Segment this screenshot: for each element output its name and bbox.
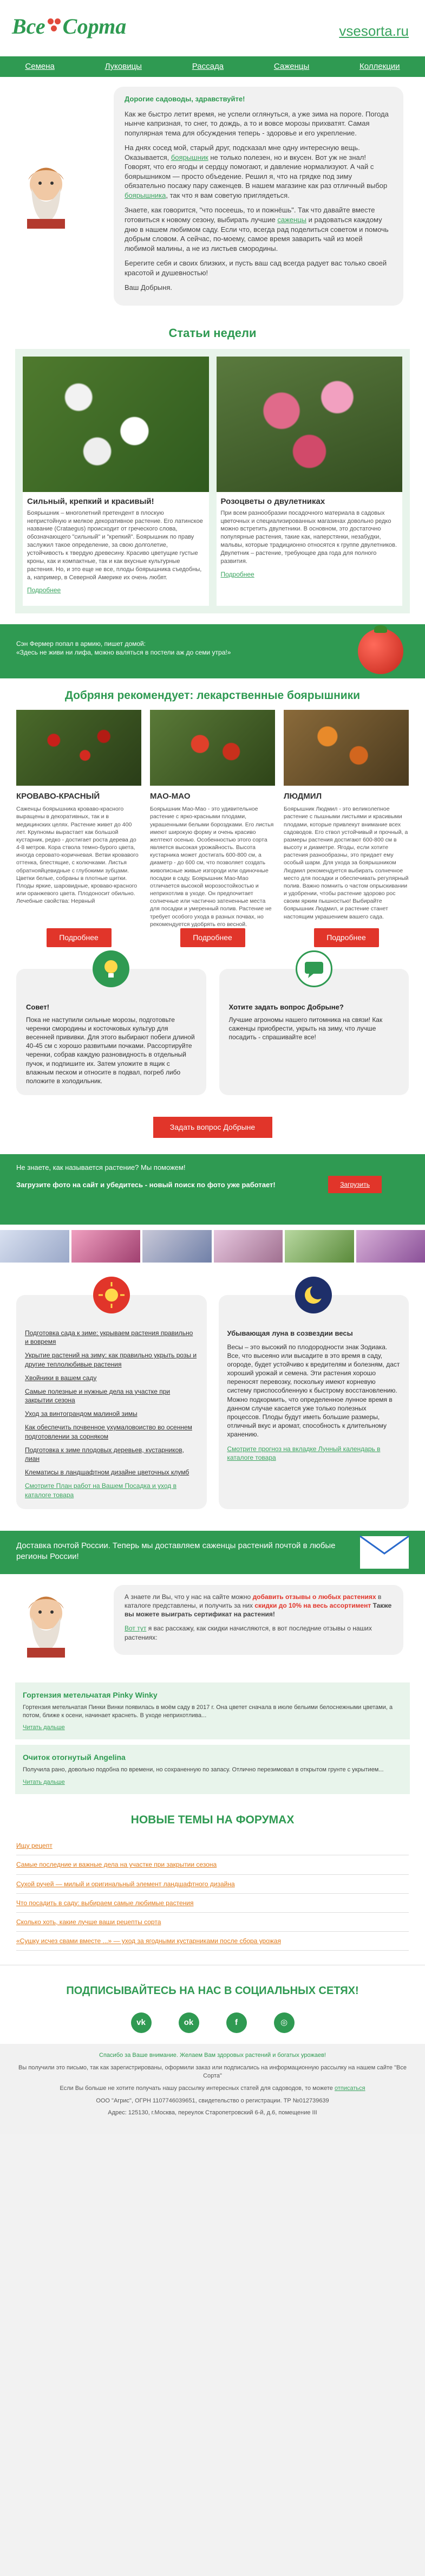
works-link[interactable]: Хвойники в вашем саду	[25, 1374, 97, 1382]
week-articles	[15, 349, 410, 613]
advice-section	[0, 947, 425, 1106]
review-card	[15, 1745, 410, 1794]
dobrynya-avatar	[16, 1587, 76, 1658]
article-title: Розоцветы о двулетниках	[220, 496, 325, 506]
product-name: КРОВАВО-КРАСНЫЙ	[16, 791, 100, 801]
unsubscribe-link[interactable]: отписаться	[334, 2085, 365, 2092]
upload-button[interactable]: Загрузить	[328, 1176, 382, 1193]
saplings-link[interactable]: саженцы	[277, 216, 306, 224]
dobrynya-avatar	[16, 158, 76, 229]
footer-thanks: Спасибо за Ваше внимание. Желаем Вам здоровых растений и богатых урожаев!	[99, 2052, 326, 2059]
intro-paragraph-4: Берегите себя и своих близких, и пусть ваш сад всегда радует вас только своей красотой и душевностью!	[125, 259, 387, 277]
product-card	[150, 710, 275, 947]
works-link[interactable]: Подготовка сада к зиме: укрываем растения правильно и вовремя	[25, 1329, 193, 1346]
facebook-icon[interactable]: f	[226, 2012, 247, 2033]
ok-icon[interactable]: ok	[179, 2012, 199, 2033]
forum-title: НОВЫЕ ТЕМЫ НА ФОРУМАХ	[130, 1813, 295, 1826]
delivery-text: Доставка почтой России. Теперь мы доставляем саженцы растений почтой в любые регионы России!	[16, 1541, 336, 1562]
moon-title: Убывающая луна в созвездии весы	[227, 1329, 353, 1337]
ask-question-button[interactable]: Задать вопрос Добрыне	[153, 1117, 272, 1138]
search-cta: Загрузите фото на сайт и убедитесь - новый поиск по фото уже работает!	[16, 1180, 276, 1189]
joke-line-1: Сэн Фермер попал в армию, пишет домой:	[16, 639, 146, 648]
article-more-link[interactable]: Подробнее	[220, 570, 254, 578]
vk-icon[interactable]: vk	[131, 2012, 152, 2033]
forum-topic-link[interactable]: Что посадить в саду: выбираем самые любимые растения	[16, 1899, 194, 1907]
article-more-link[interactable]: Подробнее	[27, 586, 61, 594]
tip-box	[16, 969, 206, 1095]
article-image[interactable]	[217, 357, 403, 492]
intro-letter	[114, 87, 403, 306]
envelope-icon	[360, 1536, 409, 1569]
tip-text: Пока не наступили сильные морозы, подготовьте черенки смородины и косточковых культур для весенней прививки. Для этого выбирают побеги длиной 40-45 см с хорошо развитыми почками. Рассортируйте черенки, собрав каждую разновидность в отдельный пучок, и подпишите их. Затем уложите в ящик с влажным песком и относите в подвал, погреб либо положите в холодильник.	[26, 1015, 195, 1085]
thumbnail[interactable]	[71, 1230, 141, 1263]
product-name: ЛЮДМИЛ	[284, 791, 322, 801]
recommend-title: Добряня рекомендует: лекарственные боярышники	[64, 689, 361, 702]
nav-seedlings[interactable]: Рассада	[192, 61, 224, 71]
nav-bulbs[interactable]: Луковицы	[104, 61, 142, 71]
forum-list	[0, 1836, 425, 1951]
reviews-list	[0, 1682, 425, 1794]
review-text: Гортензия метельчатая Пинки Винки появилась в моём саду в 2017 г. Она цветет сначала в июле бельими белоснежными цветами, а потом, ближе к осени, начинает краснеть. В уходе неприхотлива...	[23, 1704, 393, 1719]
question-title: Хотите задать вопрос Добрыне?	[228, 1003, 344, 1012]
forum-topic-link[interactable]: Сухой ручей — милый и оригинальный элемент ландшафтного дизайна	[16, 1880, 235, 1888]
footer-notice: Вы получили это письмо, так как зарегистрированы, оформили заказ или подписались на информационную рассылку на нашем сайте "Все Сорта"	[18, 2064, 407, 2079]
search-question: Не знаете, как называется растение? Мы поможем!	[16, 1163, 186, 1172]
delivery-banner	[0, 1531, 425, 1574]
logo[interactable]: Все Сорта	[12, 14, 127, 38]
joke-banner	[0, 624, 425, 678]
instagram-icon[interactable]: ◎	[274, 2012, 295, 2033]
product-more-button[interactable]: Подробнее	[180, 928, 245, 947]
reviews-intro	[0, 1574, 425, 1682]
recommend-list	[0, 710, 425, 947]
thumbnail[interactable]	[356, 1230, 425, 1263]
tip-title: Совет!	[26, 1003, 49, 1012]
product-more-button[interactable]: Подробнее	[47, 928, 112, 947]
chat-icon	[296, 950, 332, 987]
question-box	[219, 969, 409, 1095]
thumbnail[interactable]	[214, 1230, 283, 1263]
thumbnail[interactable]	[285, 1230, 354, 1263]
hawthorn-link-2[interactable]: боярышника	[125, 191, 166, 199]
footer: Спасибо за Ваше внимание. Желаем Вам здоровых растений и богатых урожаев! Вы получили это письмо, так как зарегистрированы, оформили заказ или подписались на информационную рассылку на нашем сайте "Все Сорта" Если Вы больше не хотите получать нашу рассылку интересных статей для садоводов, то можете отписаться ООО "Агрис", ОГРН 1107746039651, свидетельство о регистрации. ТР №012739639 Адрес: 125130, г.Москва, переулок Старопетровский 6-й, д.6, помещение III	[0, 2044, 425, 2134]
tomato-icon	[358, 629, 403, 674]
forum-topic-link[interactable]: Ищу рецепт	[16, 1842, 53, 1850]
week-article-card	[23, 357, 209, 606]
forum-topic-link[interactable]: Сколько хоть, какие лучше ваши рецепты сорта	[16, 1918, 161, 1926]
nav-bar	[0, 56, 425, 77]
week-title: Статьи недели	[168, 326, 257, 340]
works-more-link[interactable]: Смотрите План работ на Вашем Посадка и уход в каталоге товара	[25, 1482, 177, 1499]
review-title: Гортензия метельчатая Pinky Winky	[23, 1690, 158, 1699]
product-more-button[interactable]: Подробнее	[314, 928, 379, 947]
forum-topic-link[interactable]: «Сушку исчез свами вместе ...» — уход за ягодными кустарниками после сбора урожая	[16, 1937, 281, 1945]
article-text: При всем разнообразии посадочного материала в садовых цветочных и специализированных магазинах довольно редко можно встретить двулетники. В основном, это достаточно популярные растения, такие как, наперстянки, незабудки, мальвы, которые традиционно относятся к группе двулетников. Двулетник – растение, требующее два года для полного развития.	[220, 509, 397, 565]
forum-topic-link[interactable]: Самые последние и важные дела на участке при закрытии сезона	[16, 1861, 217, 1869]
sun-icon	[93, 1277, 130, 1313]
intro-paragraph-2: На днях сосед мой, старый друг, подсказал мне одну интересную вещь. Оказывается, боярышник не только полезен, но и вкусен. Вот уж не знал! Говорят, что его ягоды и сердцу помогают, и давление нормализуют. А чай с боярышником — просто объедение. Решил я, что на грядке под зиму обязательно посажу пару саженцев. В нашем магазине как раз отличный выбор боярышника, так что я вам советую приглядеться.	[125, 144, 388, 199]
product-text: Боярышник Мао-Мао - это удивительное растение с ярко-красными плодами, украшенными белыми бороздками. Его листья имеют широкую форму и очень красиво желтеют осенью. Особенностью этого сорта является высокая урожайность. Высота кустарника может достигать 600-800 см, а диаметр - до 600 см, что позволяет создать живописные живые изгороди или одиночные посадки в саду. Боярышник Мао-Мао отличается высокой морозостойкостью и неприхотлив в уходе. Он предпочитает солнечные или частично затененные места для посадки и умеренный полив. Растение не требует особого ухода в разных почвах, но рекомендуется удобрять его весной.	[150, 806, 274, 928]
photo-thumbnails	[0, 1225, 425, 1268]
signature: Ваш Добрыня.	[125, 283, 172, 292]
hawthorn-link[interactable]: боярышник	[171, 153, 208, 161]
intro-paragraph-3: Знаете, как говорится, "что посеешь, то и пожнёшь". Так что давайте вместе готовиться к новому сезону, выбирать лучшие саженцы и радоваться каждому дню в нашем любимом саду. Если что, всегда рад поделиться советом и помочь добрым словом. А сейчас, по-моему, самое время заварить чай из моей любимой малины, а не из листьев смородины.	[125, 206, 389, 253]
product-card	[16, 710, 141, 947]
discount-info-link[interactable]: Вот тут	[125, 1624, 147, 1633]
product-card	[284, 710, 409, 947]
nav-seeds[interactable]: Семена	[25, 61, 55, 71]
social-title: ПОДПИСЫВАЙТЕСЬ НА НАС В СОЦИАЛЬНЫХ СЕТЯХ!	[0, 1965, 425, 2007]
review-title: Очиток отогнутый Angelina	[23, 1753, 126, 1762]
question-text: Лучшие агрономы нашего питомника на связи! Как саженцы приобрести, укрыть на зиму, что лучше посадить - спрашивайте все!	[228, 1015, 383, 1041]
site-link[interactable]: vsesorta.ru	[339, 23, 409, 39]
joke-line-2: «Здесь не живи ни лифа, можно валяться в постели аж до семи утра!»	[16, 648, 231, 656]
lightbulb-icon	[93, 950, 129, 987]
week-article-card	[217, 357, 403, 606]
moon-icon	[295, 1277, 332, 1313]
article-text: Боярышник – многолетний претендент в плоскую непристойную и мелкое декоративное растение. Его латинское название (Crataegus) происходит от греческого слова, обозначающего "сильный" и "крепкий". Боярышник по праву заслужил такое определение, за свою долголетие, устойчивость к твердую древесину. Красиво цветущие густые кроны, как и компактные, так и как вкусные культурные растения. Но, и это еще не все, плоды боярышника съедобны, а, например, в Северной Америке их очень любят.	[27, 509, 203, 581]
works-list	[25, 1329, 198, 1477]
photo-search-banner	[0, 1154, 425, 1225]
moon-text: Весы – это высокий по плодородности знак Зодиака. Все, что высеяно или высадите в это время в саду, огороде, будет устойчиво к вредителям и болезням, даст хороший урожай и семена. Эти растения хорошо переносят перевозку, поскольку имеют корневую систему приспособленную к быстрому восстановлению. Можно подкормить, что определенное лунное время в данном случае касается уже только полезных процессов. Плоды будут иметь большие размеры, отличный вкус и аромат, способность к длительному хранению.	[227, 1343, 400, 1439]
works-link[interactable]: Клематисы в ландшафтном дизайне цветочных клумб	[25, 1468, 189, 1477]
works-link[interactable]: Как обеспечить почвенное ухумаловоиство во осеннем подготовлении за сорняком	[25, 1423, 192, 1440]
intro-section	[0, 77, 425, 315]
intro-paragraph-1: Как же быстро летит время, не успели оглянуться, а уже зима на пороге. Погода нынче капризная, то снег, то дождь, а то и вовсе морозы прихватят. Самая популярная тема для обсуждения теперь - здоровье и его укрепление.	[125, 109, 389, 137]
social-links	[0, 2007, 425, 2044]
footer-company: ООО "Агрис", ОГРН 1107746039651, свидетельство о регистрации. ТР №012739639	[96, 2097, 329, 2104]
greeting: Дорогие садоводы, здравствуйте!	[125, 95, 245, 103]
thumbnail[interactable]	[0, 1230, 69, 1263]
calendar-section	[0, 1268, 425, 1514]
header	[0, 0, 425, 56]
works-link[interactable]: Уход за винтограндом малиной зимы	[25, 1410, 138, 1418]
nav-collections[interactable]: Коллекции	[359, 61, 400, 71]
product-image[interactable]	[284, 710, 409, 786]
nav-saplings[interactable]: Саженцы	[273, 61, 310, 71]
product-text: Саженцы боярышника кроваво-красного выращены в декоративных, так и в медицинских целях. Растение живет до 400 лет. Крупномы вырастает как большой кустарник, редко - достигает роста дерева до 4-8 метров. Кора ствола темно-бурого цвета, иногда серовато-коричневая. Ветви кровавого оттенка, блестящие, с колючками. Листья обратнояйцевидные с глубокими зубцами. Цветки белые, собраны в плотные щитки. Плоды яркие, шаровидные, кроваво-красного или оранжевого цвета. Плодоносит обильно. Лечебные свойства: Нервный	[16, 806, 139, 905]
footer-address: Адрес: 125130, г.Москва, переулок Старопетровский 6-й, д.6, помещение III	[108, 2109, 317, 2117]
review-card	[15, 1682, 410, 1739]
reviews-letter: А знаете ли Вы, что у нас на сайте можно добавить отзывы о любых растениях в каталоге представлены, и получить за них скидки до 10% на весь ассортимент Также вы можете выиграть сертификат на растения! Вот тут я вас расскажу, как скидки начисляются, в вот последние отзывы о наших растениях:	[114, 1585, 403, 1655]
review-more-link[interactable]: Читать дальше	[23, 1724, 65, 1731]
review-more-link[interactable]: Читать дальше	[23, 1778, 65, 1785]
review-text: Получила рано, довольно подобна по времени, но сохраненную по запасу. Отлично перезимовал в открытом грунте с укрытием...	[23, 1766, 384, 1774]
works-link[interactable]: Укрытие растений на зиму: как правильно укрыть розы и другие теплолюбивые растения	[25, 1351, 197, 1368]
product-image[interactable]	[150, 710, 275, 786]
moon-calendar-link[interactable]: Смотрите прогноз на вкладке Лунный календарь в каталоге товара	[227, 1445, 381, 1461]
thumbnail[interactable]	[142, 1230, 212, 1263]
article-title: Сильный, крепкий и красивый!	[27, 496, 154, 506]
leaf-icon	[48, 18, 61, 31]
product-name: МАО-МАО	[150, 791, 191, 801]
article-image[interactable]	[23, 357, 209, 492]
works-link[interactable]: Подготовка к зиме плодовых деревьев, кустарников, лиан	[25, 1446, 185, 1463]
works-link[interactable]: Самые полезные и нужные дела на участке при закрытии сезона	[25, 1387, 171, 1404]
product-image[interactable]	[16, 710, 141, 786]
moon-calendar-box	[219, 1295, 409, 1509]
product-text: Боярышник Людмил - это великолепное растение с пышными листьями и красивыми плодами, которые привлекут внимание всех садоводов. Его ствол устойчивый и прочный, а размеры растения достигают 600-800 см в высоту и диаметре. Ягоды, если хотите растения разнообразны, это придает ему особый шарм. Для ухода за боярышником Людмил рекомендуется выбирать солнечное место для посадки и обеспечивать регулярный полив. Важно помнить о частом опрыскивании и удобрении, чтобы растение здорово рос своим ярким пышностью! Выбирайте боярышник Людмил, и растение станет настоящим украшением вашего сада.	[284, 806, 409, 920]
garden-works-box	[16, 1295, 207, 1509]
